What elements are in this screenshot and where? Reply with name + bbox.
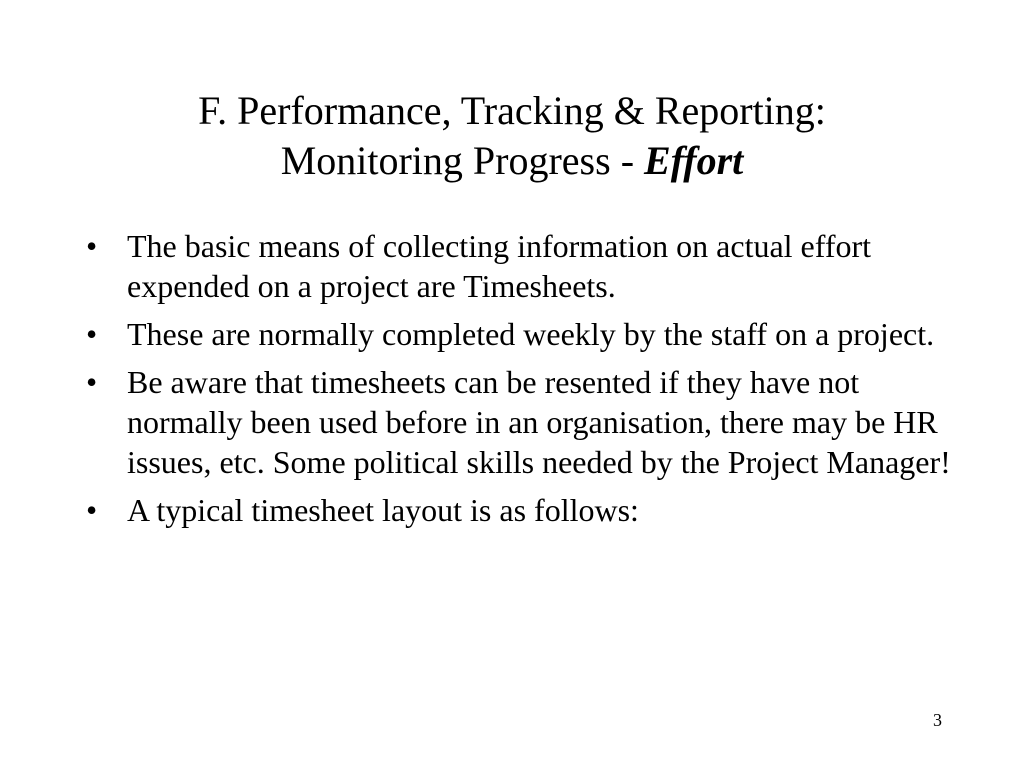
title-line-2-text: Monitoring Progress - bbox=[280, 138, 645, 183]
bullet-text: A typical timesheet layout is as follows: bbox=[127, 492, 639, 528]
slide-title bbox=[100, 86, 924, 186]
title-line-1: F. Performance, Tracking & Reporting: bbox=[198, 88, 826, 133]
bullet-item bbox=[82, 362, 952, 482]
bullet-text: These are normally completed weekly by the staff on a project. bbox=[127, 316, 935, 352]
bullet-list bbox=[82, 226, 952, 538]
page-number: 3 bbox=[933, 710, 942, 730]
title-emphasis: Effort bbox=[644, 138, 744, 183]
bullet-icon: • bbox=[86, 316, 98, 352]
bullet-icon: • bbox=[86, 492, 98, 528]
title-line-2 bbox=[100, 136, 924, 186]
bullet-icon: • bbox=[86, 364, 98, 400]
bullet-text: Be aware that timesheets can be resented if they have not normally been used before in an organisation, there may be HR issues, etc. Some political skills needed by the Project Manager! bbox=[127, 364, 951, 480]
bullet-text: The basic means of collecting information on actual effort expended on a project are Timesheets. bbox=[127, 228, 872, 304]
bullet-item bbox=[82, 226, 952, 306]
bullet-icon: • bbox=[86, 228, 98, 264]
bullet-item bbox=[82, 490, 952, 530]
bullet-item bbox=[82, 314, 952, 354]
